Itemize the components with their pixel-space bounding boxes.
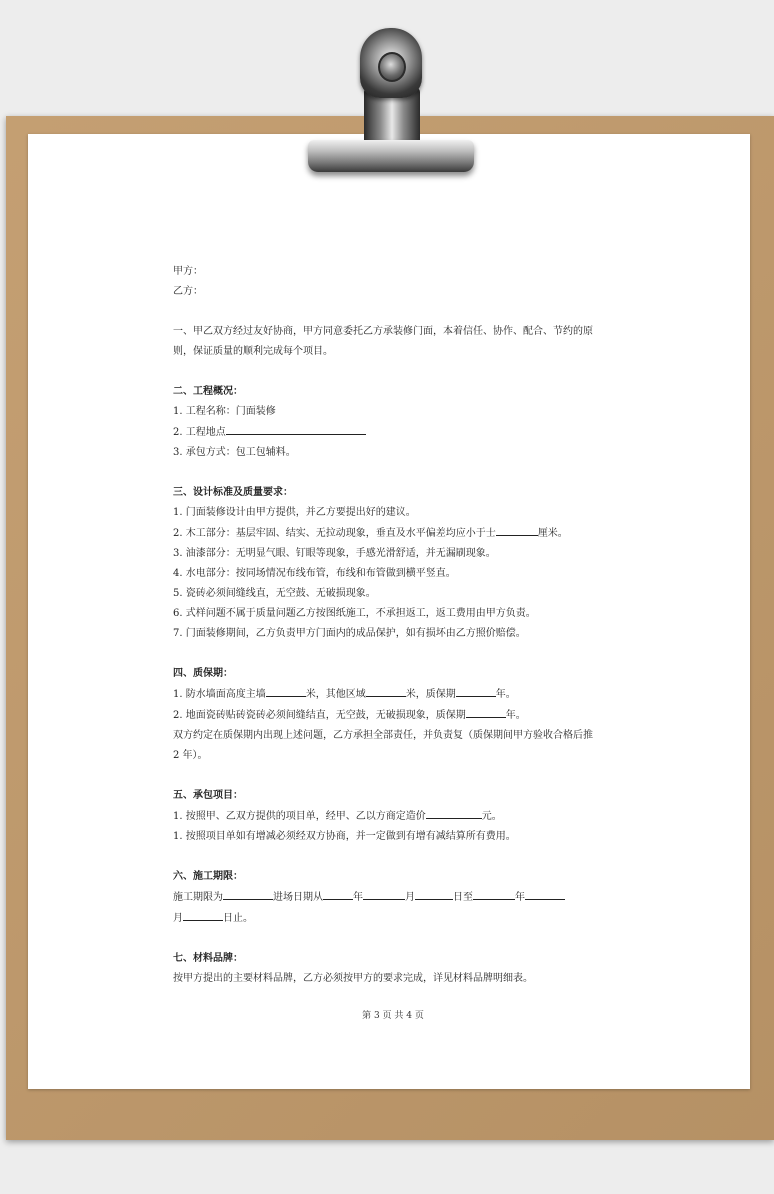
section-7-title: 七、材料品牌： <box>173 953 243 964</box>
start-day-blank <box>415 887 453 900</box>
binder-clip-base <box>308 140 474 172</box>
start-month-blank <box>363 887 405 900</box>
party-b-line: 乙方： <box>173 286 203 297</box>
end-month-unit: 月 <box>173 913 183 924</box>
section-3-item-3: 3. 油漆部分：无明显气眼、钉眼等现象，手感光滑舒适，并无漏刷现象。 <box>173 548 496 559</box>
section-2-item-2 <box>173 422 613 443</box>
intro-line-2: 则，保证质量的顺利完成每个项目。 <box>173 346 333 357</box>
section-2-item-1: 1. 工程名称：门面装修 <box>173 406 276 417</box>
binder-clip-hole <box>378 52 406 82</box>
project-location-label: 2. 工程地点 <box>173 427 226 438</box>
price-unit: 元。 <box>481 811 502 822</box>
end-day-unit: 日止。 <box>223 913 253 924</box>
party-a-line: 甲方： <box>173 266 203 277</box>
other-area-label: 米，其他区域 <box>305 689 366 700</box>
section-3-title: 三、设计标准及质量要求： <box>173 487 293 498</box>
warranty-label: 米，质保期 <box>405 689 456 700</box>
start-day-unit: 日至 <box>453 892 473 903</box>
section-4-item-2 <box>173 705 613 726</box>
section-4-note-2: 2 年）。 <box>173 750 208 761</box>
year-unit: 年。 <box>495 689 516 700</box>
period-blank <box>223 887 273 900</box>
entry-date-label: 进场日期从 <box>273 892 323 903</box>
section-3-item-6: 6. 式样问题不属于质量问题乙方按图纸施工，不承担返工，返工费用由甲方负责。 <box>173 608 536 619</box>
section-4-title: 四、质保期： <box>173 668 233 679</box>
tile-year-unit: 年。 <box>505 710 526 721</box>
section-7-item-1: 按甲方提出的主要材料品牌，乙方必须按甲方的要求完成，详见材料品牌明细表。 <box>173 973 533 984</box>
carpentry-text: 2. 木工部分：基层牢固、结实、无拉动现象，垂直及水平偏差均应小于士 <box>173 528 496 539</box>
section-3-item-2 <box>173 523 613 544</box>
section-3-item-4: 4. 水电部分：按同场情况布线布管，布线和布管做到横平竖直。 <box>173 568 456 579</box>
contract-body <box>173 262 613 989</box>
start-year-blank <box>323 887 353 900</box>
section-3-item-1: 1. 门面装修设计由甲方提供，并乙方要提出好的建议。 <box>173 507 416 518</box>
tile-warranty-blank <box>466 705 506 718</box>
end-year-blank <box>473 887 515 900</box>
section-2-item-3: 3. 承包方式：包工包辅料。 <box>173 447 296 458</box>
section-5-title: 五、承包项目： <box>173 790 243 801</box>
section-6-line-2 <box>173 908 613 929</box>
main-wall-height-blank <box>266 684 306 697</box>
page-number: 第 3 页 共 4 页 <box>362 1011 424 1021</box>
section-3-item-5: 5. 瓷砖必须间缝线直，无空鼓、无破损现象。 <box>173 588 376 599</box>
carpentry-unit: 厘米。 <box>537 528 568 539</box>
tile-text: 2. 地面瓷砖贴砖瓷砖必须间缝结直，无空鼓，无破损现象，质保期 <box>173 710 466 721</box>
section-2-title: 二、工程概况： <box>173 386 243 397</box>
end-year-unit: 年 <box>515 892 525 903</box>
section-5-item-1 <box>173 806 613 827</box>
price-text: 1. 按照甲、乙双方提供的项目单，经甲、乙以方商定造价 <box>173 811 426 822</box>
section-4-item-1 <box>173 684 613 705</box>
section-3-item-7: 7. 门面装修期间，乙方负责甲方门面内的成品保护，如有损坏由乙方照价赔偿。 <box>173 628 526 639</box>
end-month-blank <box>525 887 565 900</box>
section-6-line-1 <box>173 887 613 908</box>
waterproof-label: 1. 防水墙面高度主墙 <box>173 689 266 700</box>
intro-line-1: 一、甲乙双方经过友好协商，甲方同意委托乙方承装修门面，本着信任、协作、配合、节约的原 <box>173 326 593 337</box>
section-6-title: 六、施工期限： <box>173 871 243 882</box>
start-month-unit: 月 <box>405 892 415 903</box>
period-label: 施工期限为 <box>173 892 223 903</box>
deviation-blank <box>496 523 538 536</box>
section-5-item-2: 1. 按照项目单如有增减必须经双方协商，并一定做到有增有减结算所有费用。 <box>173 831 516 842</box>
project-location-blank <box>226 422 366 435</box>
end-day-blank <box>183 908 223 921</box>
section-4-note-1: 双方约定在质保期内出现上述问题，乙方承担全部责任，并负责复（质保期间甲方验收合格后推 <box>173 730 593 741</box>
warranty-years-blank <box>456 684 496 697</box>
other-area-blank <box>366 684 406 697</box>
price-blank <box>426 806 482 819</box>
start-year-unit: 年 <box>353 892 363 903</box>
